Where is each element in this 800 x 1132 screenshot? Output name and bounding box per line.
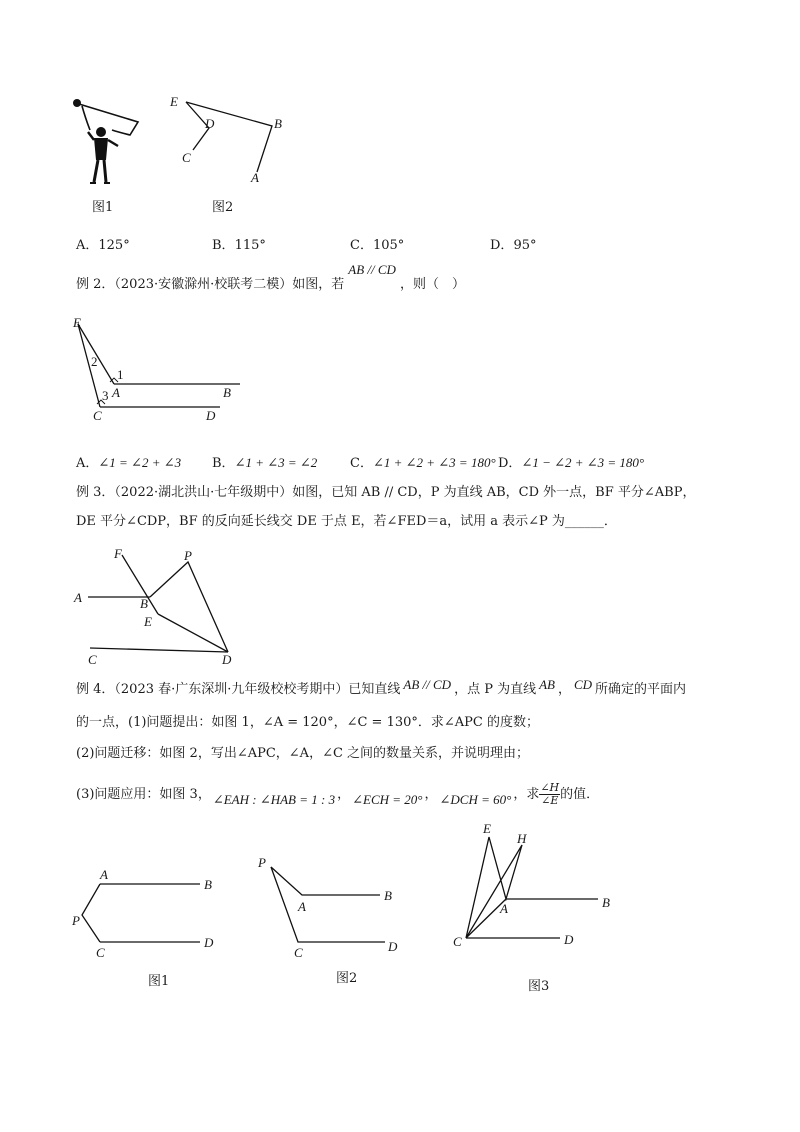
ex4-fig1-d: D — [204, 935, 214, 950]
ex4-fig1-lines — [82, 884, 200, 942]
ex2-label-c: C — [93, 408, 102, 423]
fig2-label-c: C — [182, 150, 191, 165]
ex4-fig3-b: B — [602, 895, 610, 910]
ex4-fig3-caption: 图3 — [528, 979, 550, 994]
fig2-label-a: A — [251, 170, 259, 185]
fig2-label-d: D — [205, 116, 215, 131]
ex3-label-c: C — [88, 652, 97, 667]
ex3-label-f: F — [114, 546, 122, 561]
ex2-option-c: C．∠1 + ∠2 + ∠3 = 180° — [350, 455, 496, 471]
ex3-label-e: E — [144, 614, 152, 629]
ex2-label-2: 2 — [91, 354, 98, 369]
ex4-fig1-b: B — [204, 877, 212, 892]
ex2-label-a: A — [112, 385, 120, 400]
ex2-label-1: 1 — [117, 367, 124, 382]
ex4-fig3-d: D — [564, 932, 574, 947]
fig2-caption: 图2 — [212, 200, 234, 215]
ex2-label-b: B — [223, 385, 231, 400]
example2-question: 例 2．（2023·安徽滁州·校联考二模）如图，若AB // CD，则（ ） — [76, 262, 465, 292]
ex4-fig1-caption: 图1 — [148, 974, 170, 989]
example4-line-1: 例 4．（2023 春·广东深圳·九年级校校考期中）已知直线 AB // CD ，点 P 为直线 AB ， CD 所确定的平面内 — [76, 677, 687, 697]
ex3-label-d: D — [222, 652, 232, 667]
ex4-fig3-c: C — [453, 934, 462, 949]
fig2-label-e: E — [170, 94, 178, 109]
ex4-fig2-caption: 图2 — [336, 971, 358, 986]
q1-option-d: D．95° — [490, 238, 537, 253]
ex4-fig2-p: P — [258, 855, 266, 870]
ex4-fig2-c: C — [294, 945, 303, 960]
ex4-fig2-lines — [271, 867, 385, 942]
fig2-label-b: B — [274, 116, 282, 131]
q1-option-a: A．125° — [76, 238, 130, 253]
ex2-label-3: 3 — [102, 388, 109, 403]
example4-figures — [60, 815, 630, 1000]
ex4-fig1-c: C — [96, 945, 105, 960]
ex2-option-a: A．∠1 = ∠2 + ∠3 — [76, 455, 182, 471]
example4-line-2: 的一点，(1)问题提出：如图 1，∠A = 120°，∠C = 130°．求∠APC 的度数； — [76, 715, 539, 730]
ex4-fig2-d: D — [388, 939, 398, 954]
ex3-label-a: A — [74, 590, 82, 605]
ex2-option-b: B．∠1 + ∠3 = ∠2 — [212, 455, 318, 471]
top-figures — [60, 90, 300, 225]
ex4-fig2-a: A — [298, 899, 306, 914]
example4-line-3: (2)问题迁移：如图 2，写出∠APC，∠A，∠C 之间的数量关系，并说明理由； — [76, 746, 530, 761]
ex2-label-e: E — [73, 315, 81, 330]
ex4-fig1-a: A — [100, 867, 108, 882]
ex4-fig3-lines — [466, 837, 598, 938]
q1-option-b: B．115° — [212, 238, 266, 253]
ex4-fig1-p: P — [72, 913, 80, 928]
ex3-label-b: B — [140, 596, 148, 611]
jump-rope-figure — [73, 99, 138, 183]
ex2-option-d: D．∠1 − ∠2 + ∠3 = 180° — [498, 455, 645, 471]
example3-line-1: 例 3．（2022·湖北洪山·七年级期中）如图，已知 AB // CD，P 为直线 AB，CD 外一点，BF 平分∠ABP， — [76, 485, 696, 500]
q1-option-c: C．105° — [350, 238, 405, 253]
h-over-e-fraction: $\frac{\angle H}{\angle E}$ — [540, 781, 560, 807]
ex4-fig3-h: H — [517, 831, 527, 846]
example2-figure — [70, 312, 250, 427]
example3-figure — [70, 540, 250, 670]
figure-2-polyline — [186, 102, 272, 172]
ex2-label-d: D — [206, 408, 216, 423]
ex4-fig2-b: B — [384, 888, 392, 903]
ex4-fig3-a: A — [500, 901, 508, 916]
example3-line-2: DE 平分∠CDP，BF 的反向延长线交 DE 于点 E，若∠FED＝a，试用 a 表示∠P 为______． — [76, 514, 617, 529]
ex3-label-p: P — [184, 548, 192, 563]
fig1-caption: 图1 — [92, 200, 114, 215]
ex4-fig3-e: E — [483, 821, 491, 836]
example4-line-4: (3)问题应用：如图 3， ∠EAH : ∠HAB = 1 : 3 ， ∠ECH = 20° ， ∠DCH = 60° ，求 $\frac{\angle H}{\angle E}$ 的值． — [76, 781, 600, 807]
